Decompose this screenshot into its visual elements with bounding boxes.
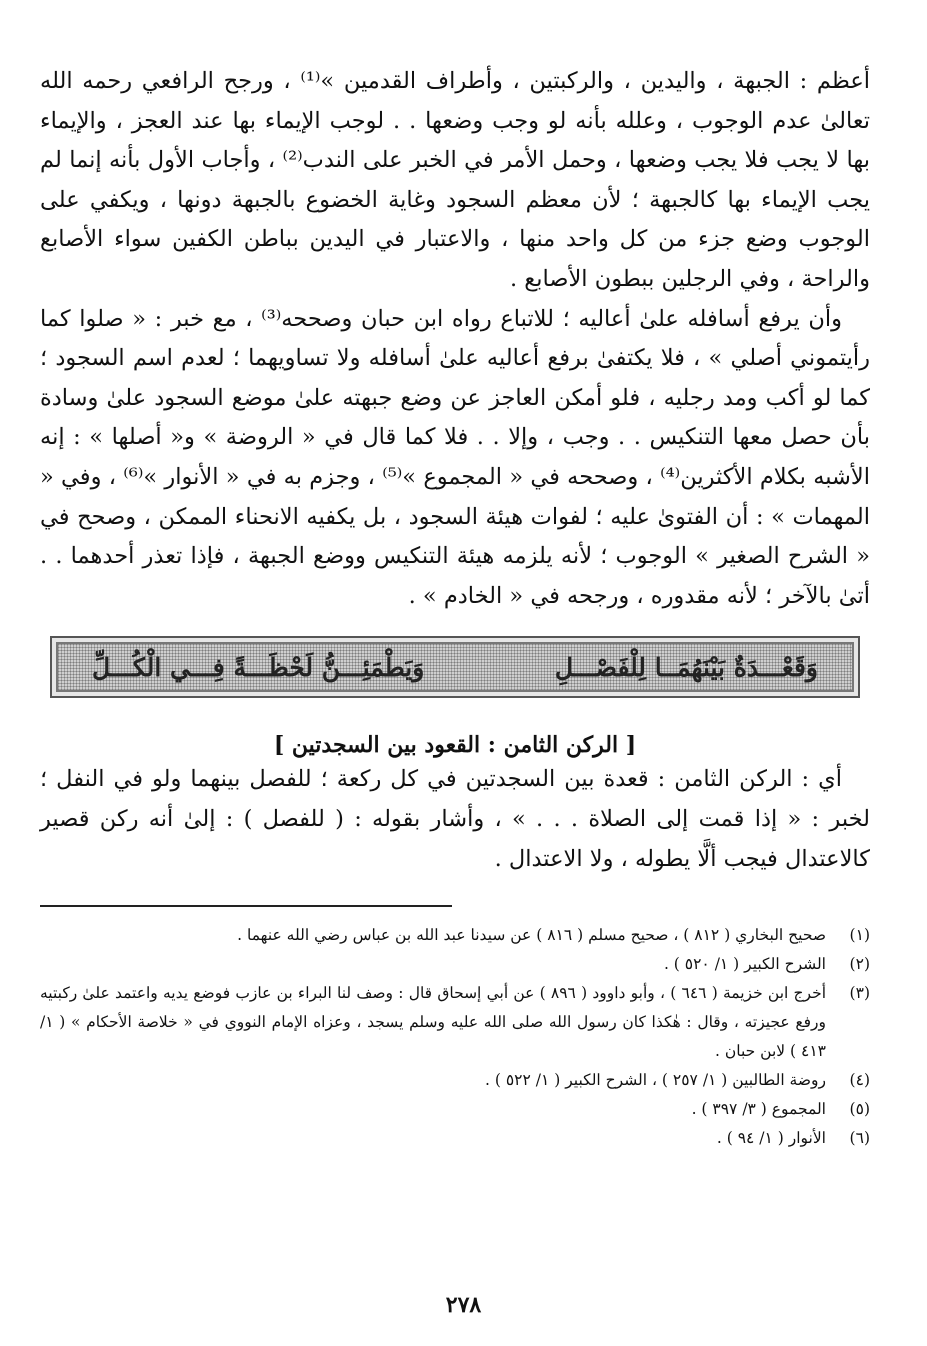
footnote-number: (٥): [849, 1100, 870, 1119]
verse-right-hemistich: وَقَعْـــدَةٌ بَيْنَهُمَــا لِلْفَصْـــلِ: [554, 652, 818, 682]
page-content: [40, 62, 870, 1153]
footnote-text: أخرج ابن خزيمة ( ٦٤٦ ) ، وأبو داوود ( ٨٩٦ ) عن أبي إسحاق قال : وصف لنا البراء بن عازب فوضع يديه واعتمد علىٰ ركبتيه ورفع عجيزته ، وقال : هٰكذا كان رسول الله صلى الله عليه وسلم يسجد ، وعزاه الإمام النووي في « خلاصة الأحكام » ( ١/ ٤١٣ ) لابن حبان .: [40, 984, 826, 1061]
verse-left-hemistich: وَيَطْمَئِـــنُّ لَحْظَـــةً فِـــي الْكُـــلِّ: [92, 652, 425, 682]
main-paragraph-1: أعظم : الجبهة ، واليدين ، والركبتين ، وأطراف القدمين »⁽¹⁾ ، ورجح الرافعي رحمه الله تعالىٰ عدم الوجوب ، وعلله بأنه لو وجب وضعها . . لوجب الإيماء بها عند العجز ، والإيماء بها لا يجب فلا يجب وضعها ، وحمل الأمر في الخبر على الندب⁽²⁾ ، وأجاب الأول بأنه إنما لم يجب الإيماء بها كالجبهة ؛ لأن معظم السجود وغاية الخضوع بالجبهة دونها ، ويكفي على الوجوب وضع جزء من كل واحد منها ، والاعتبار في اليدين بباطن الكفين سواء الأصابع والراحة ، وفي الرجلين ببطون الأصابع .: [40, 68, 871, 292]
footnote-item: [40, 979, 870, 1066]
footnote-number: (٦): [849, 1129, 870, 1148]
footnote-text: صحيح البخاري ( ٨١٢ ) ، صحيح مسلم ( ٨١٦ ) عن سيدنا عبد الله بن عباس رضي الله عنهما .: [237, 926, 826, 945]
footnote-number: (٢): [849, 955, 870, 974]
footnotes-list: [40, 921, 870, 1153]
footnote-item: [40, 1066, 870, 1095]
footnote-item: [40, 1124, 870, 1153]
footnote-text: روضة الطالبين ( ١/ ٢٥٧ ) ، الشرح الكبير ( ١/ ٥٢٢ ) .: [485, 1071, 826, 1090]
footnote-number: (٤): [849, 1071, 870, 1090]
footnote-text: المجموع ( ٣/ ٣٩٧ ) .: [691, 1100, 826, 1119]
section-title: [ الركن الثامن : القعود بين السجدتين ]: [273, 732, 637, 759]
footnote-text: الأنوار ( ١/ ٩٤ ) .: [716, 1129, 826, 1148]
footnote-divider: [40, 905, 452, 907]
verse-box: [50, 636, 860, 698]
main-paragraph-2: وأن يرفع أسافله علىٰ أعاليه ؛ للاتباع رواه ابن حبان وصححه⁽³⁾ ، مع خبر : « صلوا كما رأيتموني أصلي » ، فلا يكتفىٰ برفع أعاليه علىٰ أسافله ولا تساويهما ؛ لعدم اسم السجود ؛ كما لو أكب ومد رجليه ، فلو أمكن العاجز عن وضع جبهته علىٰ موضع السجود علىٰ وسادة بأن حصل معها التنكيس . . وجب ، وإلا . . فلا كما قال في « الروضة » و« أصلها » : إنه الأشبه بكلام الأكثرين⁽⁴⁾ ، وصححه في « المجموع »⁽⁵⁾ ، وجزم به في « الأنوار »⁽⁶⁾ ، وفي « المهمات » : أن الفتوىٰ عليه ؛ لفوات هيئة السجود ، بل يكفيه الانحناء الممكن ، وصحح في « الشرح الصغير » الوجوب ؛ لأنه يلزمه هيئة التنكيس ووضع الجبهة ، فإذا تعذر أحدهما . . أتىٰ بالآخر ؛ لأنه مقدوره ، ورجحه في « الخادم » .: [40, 305, 870, 609]
footnote-item: [40, 921, 870, 950]
page-number: ٢٧٨: [445, 1292, 482, 1318]
footnote-item: [40, 950, 870, 979]
footnote-item: [40, 1095, 870, 1124]
section-paragraph-1: أي : الركن الثامن : قعدة بين السجدتين في كل ركعة ؛ للفصل بينهما ولو في النفل ؛ لخبر : « إذا قمت إلى الصلاة . . . » ، وأشار بقوله : ( للفصل ) : إلىٰ أنه ركن قصير كالاعتدال فيجب ألَّا يطوله ، ولا الاعتدال .: [40, 766, 870, 872]
footnote-number: (٣): [849, 984, 870, 1003]
footnote-text: الشرح الكبير ( ١/ ٥٢٠ ) .: [663, 955, 826, 974]
footnote-number: (١): [849, 926, 870, 945]
